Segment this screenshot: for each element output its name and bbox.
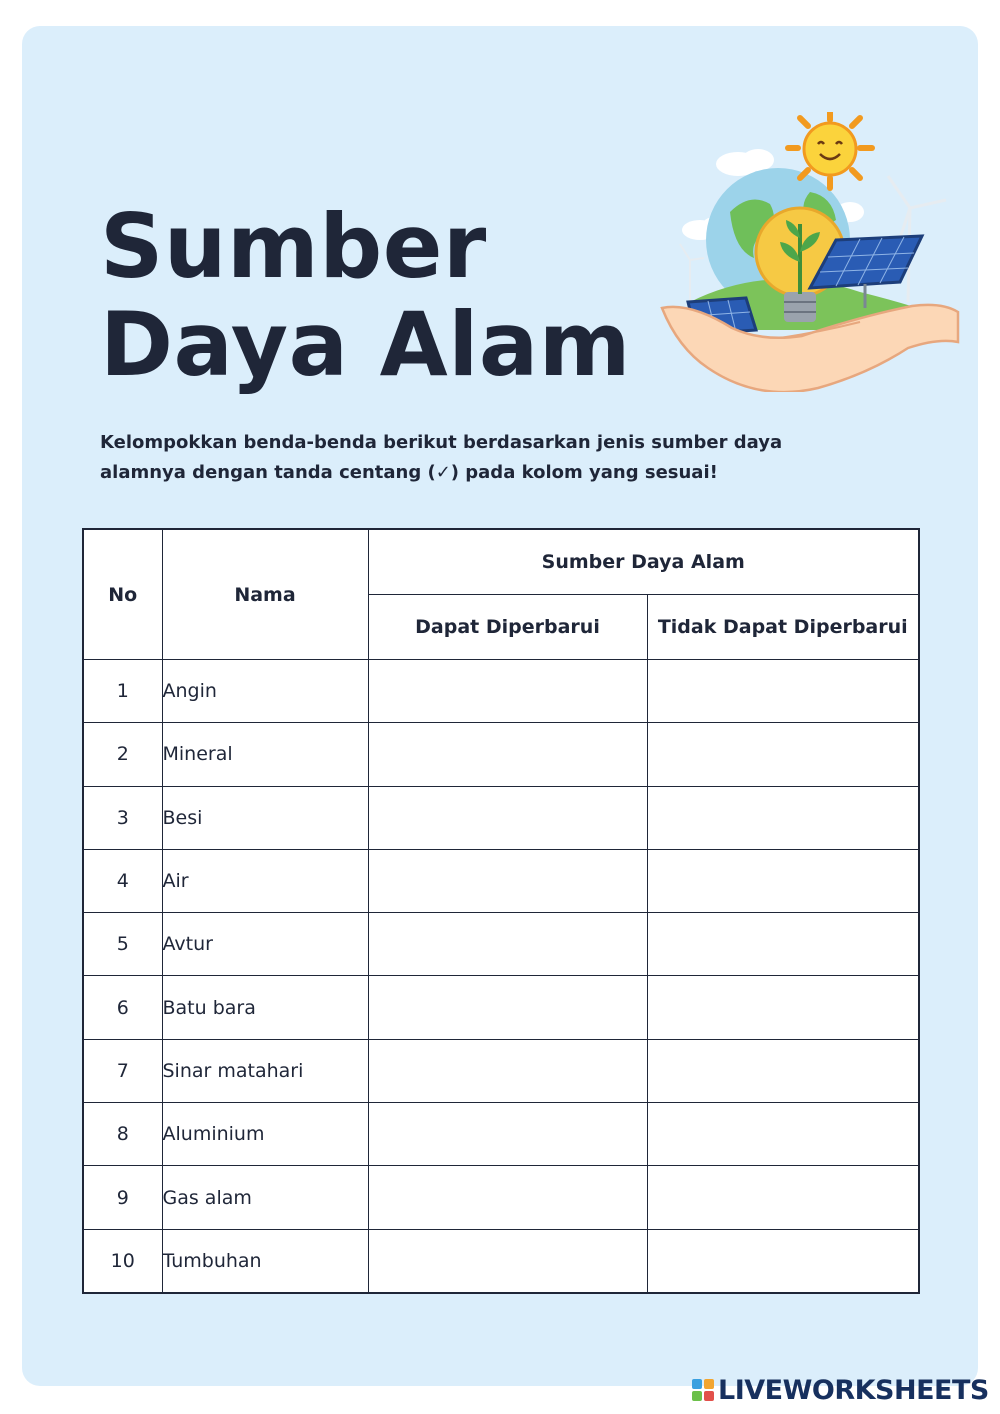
check-cell-tidak-dapat-diperbarui[interactable]	[647, 723, 919, 786]
header-dapat-diperbarui: Dapat Diperbarui	[368, 595, 647, 660]
row-number: 10	[83, 1229, 162, 1293]
instruction-line-2: alamnya dengan tanda centang (✓) pada kolom yang sesuai!	[100, 462, 718, 483]
check-cell-tidak-dapat-diperbarui[interactable]	[647, 1039, 919, 1102]
classification-table	[82, 528, 920, 1294]
check-cell-tidak-dapat-diperbarui[interactable]	[647, 913, 919, 976]
row-number: 7	[83, 1039, 162, 1102]
check-cell-dapat-diperbarui[interactable]	[368, 786, 647, 849]
brand-name: LIVEWORKSHEETS	[718, 1374, 989, 1406]
table-row	[83, 976, 919, 1039]
row-name: Batu bara	[162, 976, 368, 1039]
row-number: 9	[83, 1166, 162, 1229]
table-row	[83, 913, 919, 976]
check-cell-dapat-diperbarui[interactable]	[368, 1039, 647, 1102]
liveworksheets-logo-icon	[692, 1379, 714, 1401]
table-row	[83, 786, 919, 849]
header-nama: Nama	[162, 529, 368, 660]
check-cell-dapat-diperbarui[interactable]	[368, 976, 647, 1039]
row-name: Air	[162, 849, 368, 912]
check-cell-dapat-diperbarui[interactable]	[368, 1229, 647, 1293]
row-name: Gas alam	[162, 1166, 368, 1229]
header-no: No	[83, 529, 162, 660]
row-name: Mineral	[162, 723, 368, 786]
header-tidak-dapat-diperbarui: Tidak Dapat Diperbarui	[647, 595, 919, 660]
check-cell-dapat-diperbarui[interactable]	[368, 849, 647, 912]
row-name: Besi	[162, 786, 368, 849]
title-line-2: Daya Alam	[100, 293, 631, 396]
title-line-1: Sumber	[100, 195, 487, 298]
header-sumber-daya-alam: Sumber Daya Alam	[368, 529, 919, 595]
row-number: 6	[83, 976, 162, 1039]
row-name: Avtur	[162, 913, 368, 976]
table-row	[83, 849, 919, 912]
check-cell-dapat-diperbarui[interactable]	[368, 660, 647, 723]
sun-icon	[788, 112, 872, 188]
check-cell-tidak-dapat-diperbarui[interactable]	[647, 976, 919, 1039]
row-name: Angin	[162, 660, 368, 723]
check-cell-tidak-dapat-diperbarui[interactable]	[647, 849, 919, 912]
table-row	[83, 1103, 919, 1166]
table-row	[83, 1229, 919, 1293]
table-header-row	[83, 529, 919, 595]
row-number: 1	[83, 660, 162, 723]
row-name: Tumbuhan	[162, 1229, 368, 1293]
instruction-line-1: Kelompokkan benda-benda berikut berdasarkan jenis sumber daya	[100, 432, 783, 453]
table-row	[83, 723, 919, 786]
instruction-text	[100, 428, 820, 488]
check-cell-tidak-dapat-diperbarui[interactable]	[647, 1103, 919, 1166]
page-title	[100, 195, 631, 396]
check-cell-dapat-diperbarui[interactable]	[368, 913, 647, 976]
row-name: Sinar matahari	[162, 1039, 368, 1102]
row-name: Aluminium	[162, 1103, 368, 1166]
check-cell-dapat-diperbarui[interactable]	[368, 723, 647, 786]
check-cell-tidak-dapat-diperbarui[interactable]	[647, 786, 919, 849]
table-row	[83, 1039, 919, 1102]
liveworksheets-brand	[692, 1374, 989, 1406]
row-number: 2	[83, 723, 162, 786]
row-number: 4	[83, 849, 162, 912]
renewable-energy-hand-illustration	[660, 112, 960, 392]
row-number: 8	[83, 1103, 162, 1166]
table-row	[83, 1166, 919, 1229]
check-cell-tidak-dapat-diperbarui[interactable]	[647, 660, 919, 723]
check-cell-dapat-diperbarui[interactable]	[368, 1103, 647, 1166]
row-number: 3	[83, 786, 162, 849]
check-cell-tidak-dapat-diperbarui[interactable]	[647, 1166, 919, 1229]
check-cell-tidak-dapat-diperbarui[interactable]	[647, 1229, 919, 1293]
row-number: 5	[83, 913, 162, 976]
table-row	[83, 660, 919, 723]
check-cell-dapat-diperbarui[interactable]	[368, 1166, 647, 1229]
